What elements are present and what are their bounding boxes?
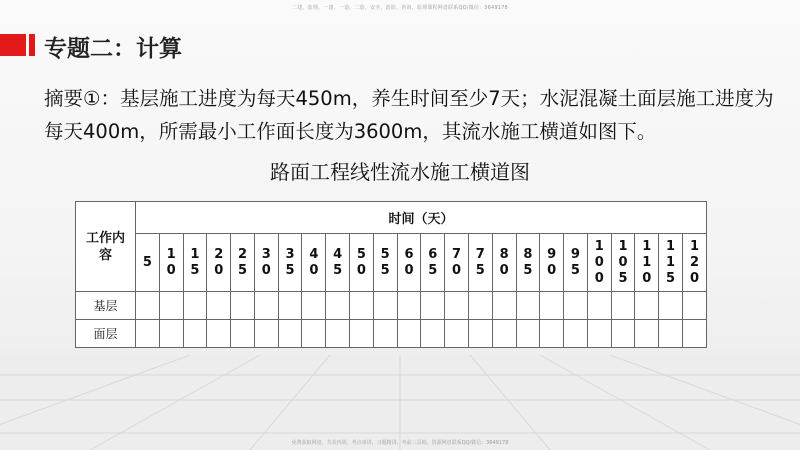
- tick-digit: 5: [237, 262, 248, 278]
- tick-digit: 0: [214, 262, 224, 278]
- schedule-cell: [302, 292, 326, 320]
- schedule-cell: [302, 320, 326, 348]
- schedule-cell: [373, 292, 397, 320]
- tick-digit: 5: [285, 262, 295, 278]
- schedule-cell: [468, 320, 492, 348]
- tick-digit: 8: [523, 246, 533, 262]
- time-tick: [373, 234, 397, 292]
- tick-digit: 8: [499, 246, 509, 262]
- schedule-cell: [326, 320, 350, 348]
- tick-digit: 7: [475, 246, 485, 262]
- schedule-cell: [207, 292, 231, 320]
- tick-digit: 1: [642, 254, 652, 270]
- tick-digit: 0: [547, 262, 557, 278]
- tick-digit: 5: [333, 262, 343, 278]
- tick-digit: 5: [142, 254, 152, 270]
- time-tick: [682, 234, 706, 292]
- schedule-cell: [373, 320, 397, 348]
- tick-digit: 0: [689, 270, 699, 286]
- tick-digit: 0: [309, 262, 319, 278]
- tick-digit: 5: [666, 270, 676, 286]
- tick-digit: 1: [689, 238, 699, 254]
- schedule-cell: [421, 320, 445, 348]
- tick-digit: 7: [452, 246, 462, 262]
- tick-digit: 0: [594, 270, 604, 286]
- tick-digit: 0: [404, 262, 414, 278]
- tick-digit: 0: [642, 270, 652, 286]
- tick-digit: 6: [428, 246, 438, 262]
- tick-digit: 0: [356, 262, 366, 278]
- tick-digit: 4: [333, 246, 343, 262]
- schedule-cell: [468, 292, 492, 320]
- tick-digit: 0: [618, 254, 628, 270]
- tick-digit: 9: [570, 246, 580, 262]
- time-tick: [278, 234, 302, 292]
- title-accent-bar: [0, 34, 26, 56]
- schedule-cell: [136, 292, 160, 320]
- schedule-cell: [611, 292, 635, 320]
- schedule-cell: [564, 320, 588, 348]
- schedule-cell: [659, 292, 683, 320]
- tick-digit: 5: [190, 262, 200, 278]
- schedule-cell: [659, 320, 683, 348]
- schedule-cell: [183, 292, 207, 320]
- tick-digit: 5: [380, 246, 390, 262]
- tick-digit: 5: [570, 262, 580, 278]
- schedule-cell: [183, 320, 207, 348]
- schedule-cell: [587, 320, 611, 348]
- tick-digit: 1: [642, 238, 652, 254]
- tick-digit: 5: [523, 262, 533, 278]
- summary-text: 摘要①：基层施工进度为每天450m，养生时间至少7天；水泥混凝土面层施工进度为每天400m，所需最小工作面长度为3600m，其流水施工横道如图下。: [44, 87, 774, 143]
- schedule-cell: [492, 320, 516, 348]
- tick-digit: 5: [380, 262, 390, 278]
- tick-digit: 0: [594, 254, 604, 270]
- time-tick: [136, 234, 160, 292]
- tick-digit: 2: [237, 246, 248, 262]
- time-tick: [326, 234, 350, 292]
- time-tick: [659, 234, 683, 292]
- time-tick: [254, 234, 278, 292]
- time-tick: [540, 234, 564, 292]
- corner-label-text: 工作内容: [85, 230, 125, 263]
- time-tick: [183, 234, 207, 292]
- tick-digit: 0: [261, 262, 271, 278]
- time-tick: [231, 234, 255, 292]
- schedule-cell: [278, 292, 302, 320]
- row-label: 基层: [76, 292, 136, 320]
- row-label: 面层: [76, 320, 136, 348]
- tick-digit: 0: [452, 262, 462, 278]
- top-watermark: 二建、监理、一建、一造、二造、安全、消防、咨询、监理课程网盘联系QQ/微信：3649178: [292, 5, 508, 11]
- schedule-cell: [540, 292, 564, 320]
- schedule-cell: [611, 320, 635, 348]
- schedule-cell: [278, 320, 302, 348]
- schedule-cell: [207, 320, 231, 348]
- time-tick: [445, 234, 469, 292]
- tick-digit: 1: [594, 238, 604, 254]
- tick-digit: 2: [214, 246, 224, 262]
- time-tick: [421, 234, 445, 292]
- tick-digit: 3: [285, 246, 295, 262]
- schedule-cell: [516, 292, 540, 320]
- tick-row: [76, 234, 707, 292]
- schedule-cell: [326, 292, 350, 320]
- schedule-cell: [587, 292, 611, 320]
- tick-digit: 1: [190, 246, 200, 262]
- schedule-cell: [682, 292, 706, 320]
- tick-digit: 1: [618, 238, 628, 254]
- time-tick: [587, 234, 611, 292]
- schedule-cell: [136, 320, 160, 348]
- tick-digit: 5: [475, 262, 485, 278]
- schedule-cell: [445, 320, 469, 348]
- gantt-table: [75, 201, 707, 348]
- time-tick: [302, 234, 326, 292]
- time-tick: [635, 234, 659, 292]
- time-tick: [468, 234, 492, 292]
- time-tick: [207, 234, 231, 292]
- schedule-cell: [516, 320, 540, 348]
- corner-label: [76, 202, 136, 292]
- schedule-cell: [445, 292, 469, 320]
- schedule-cell: [231, 320, 255, 348]
- schedule-cell: [421, 292, 445, 320]
- time-header: 时间（天）: [136, 202, 707, 234]
- bottom-watermark: 免费获取网盘，共众内训，考点串讲，习题精讲，考前三页纸，资源网盘联系QQ/微信：3649178: [291, 440, 509, 446]
- tick-digit: 0: [499, 262, 509, 278]
- title-accent-bar-small: [29, 34, 35, 56]
- schedule-cell: [254, 292, 278, 320]
- time-tick: [159, 234, 183, 292]
- floor-background: [0, 355, 800, 450]
- tick-digit: 0: [166, 262, 176, 278]
- time-tick: [397, 234, 421, 292]
- time-tick: [516, 234, 540, 292]
- schedule-cell: [397, 320, 421, 348]
- time-tick: [492, 234, 516, 292]
- tick-digit: 1: [666, 238, 676, 254]
- tick-digit: 6: [404, 246, 414, 262]
- diagram-title: 路面工程线性流水施工横道图: [270, 160, 530, 184]
- time-tick: [611, 234, 635, 292]
- schedule-cell: [159, 320, 183, 348]
- tick-digit: 5: [618, 270, 628, 286]
- page-title: 专题二：计算: [44, 36, 182, 62]
- tick-digit: 1: [666, 254, 676, 270]
- schedule-cell: [492, 292, 516, 320]
- table-row: [76, 320, 707, 348]
- table-row: [76, 292, 707, 320]
- tick-digit: 2: [689, 254, 699, 270]
- tick-digit: 9: [547, 246, 557, 262]
- tick-digit: 1: [166, 246, 176, 262]
- tick-digit: 5: [356, 246, 366, 262]
- time-tick: [564, 234, 588, 292]
- time-tick: [350, 234, 374, 292]
- schedule-cell: [254, 320, 278, 348]
- tick-digit: 4: [309, 246, 319, 262]
- schedule-cell: [231, 292, 255, 320]
- schedule-cell: [635, 320, 659, 348]
- tick-digit: 3: [261, 246, 271, 262]
- schedule-cell: [350, 320, 374, 348]
- tick-digit: 5: [428, 262, 438, 278]
- schedule-cell: [350, 292, 374, 320]
- schedule-cell: [159, 292, 183, 320]
- schedule-cell: [397, 292, 421, 320]
- schedule-cell: [540, 320, 564, 348]
- schedule-cell: [635, 292, 659, 320]
- schedule-cell: [682, 320, 706, 348]
- schedule-cell: [564, 292, 588, 320]
